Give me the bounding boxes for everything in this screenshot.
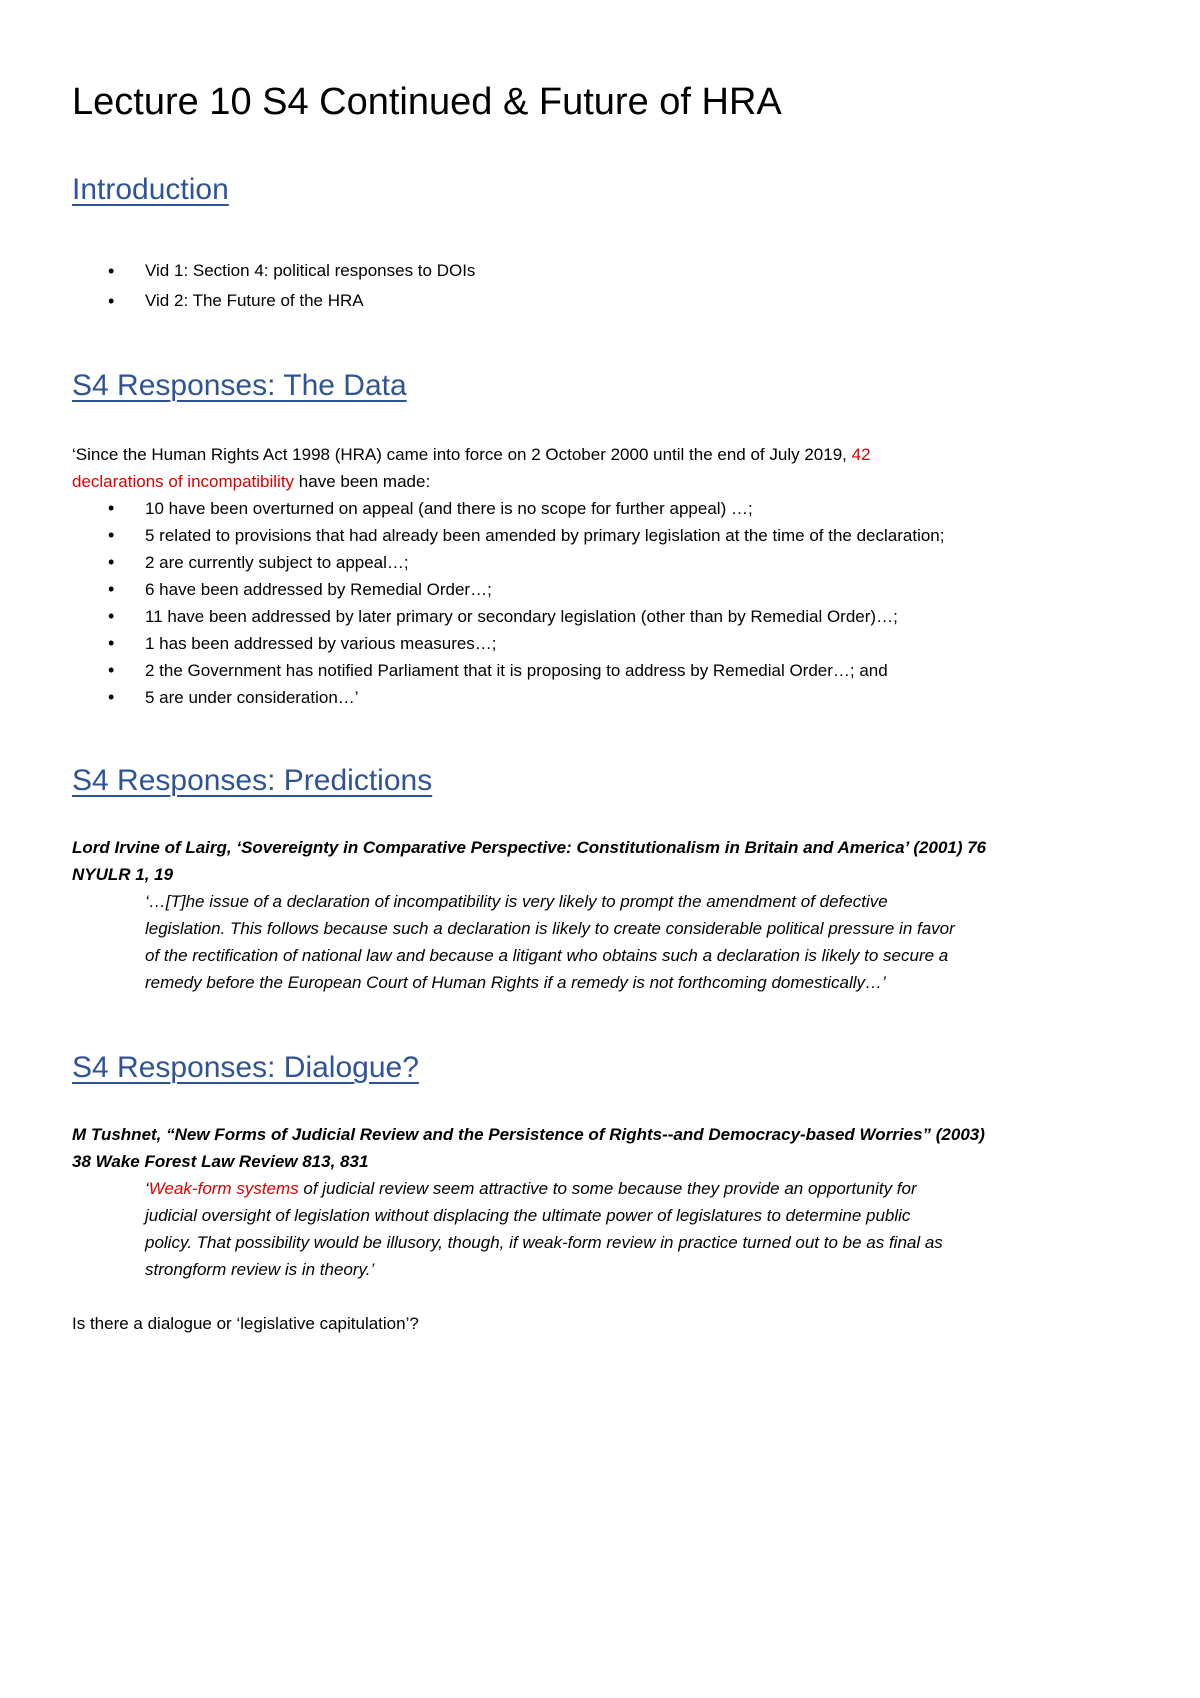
predictions-quote-line-3: of the rectification of national law and because a litigant who obtains such a declaration is likely to secure a (145, 946, 949, 965)
list-item: • Vid 1: Section 4: political responses to DOIs (108, 256, 475, 286)
data-heading: S4 Responses: The Data (72, 369, 407, 402)
predictions-quote-line-1: ‘…[T]he issue of a declaration of incompatibility is very likely to prompt the amendment of defective (145, 892, 888, 911)
list-item: • 11 have been addressed by later primary or secondary legislation (other than by Remedial Order)…; (108, 603, 944, 630)
quote-line-1-rest: of judicial review seem attractive to some because they provide an opportunity for (298, 1179, 917, 1198)
introduction-heading: Introduction (72, 173, 229, 206)
predictions-citation-line-1: Lord Irvine of Lairg, ‘Sovereignty in Comparative Perspective: Constitutionalism in Britain and America’ (2001) 76 (72, 838, 987, 857)
introduction-list (108, 256, 475, 316)
dialogue-quote-line-4: strongform review is in theory.’ (145, 1260, 375, 1279)
predictions-quote-line-2: legislation. This follows because such a declaration is likely to create considerable political pressure in favor (145, 919, 955, 938)
data-intro-text: ‘Since the Human Rights Act 1998 (HRA) came into force on 2 October 2000 until the end of July 2019, (72, 445, 847, 464)
list-item: • 6 have been addressed by Remedial Order…; (108, 576, 944, 603)
declarations-term: declarations of incompatibility (72, 472, 295, 491)
list-item: • 2 are currently subject to appeal…; (108, 549, 944, 576)
predictions-quote-line-4: remedy before the European Court of Human Rights if a remedy is not forthcoming domestically…’ (145, 973, 886, 992)
list-item: • 2 the Government has notified Parliament that it is proposing to address by Remedial Order…; and (108, 657, 944, 684)
data-intro-text-end: have been made: (298, 472, 431, 491)
declaration-count: 42 (851, 445, 871, 464)
list-item: • Vid 2: The Future of the HRA (108, 286, 475, 316)
dialogue-citation-line-1: M Tushnet, “New Forms of Judicial Review and the Persistence of Rights--and Democracy-based Worries” (2003) (72, 1125, 985, 1144)
list-item: • 5 related to provisions that had already been amended by primary legislation at the time of the declaration; (108, 522, 944, 549)
quote-open-mark: ‘ (145, 1179, 149, 1198)
dialogue-heading: S4 Responses: Dialogue? (72, 1051, 419, 1084)
dialogue-citation-line-2: 38 Wake Forest Law Review 813, 831 (72, 1152, 369, 1171)
dialogue-quote-line-2: judicial oversight of legislation without displacing the ultimate power of legislatures to determine public (145, 1206, 911, 1225)
dialogue-quote-line-1 (145, 1175, 917, 1202)
dialogue-quote-line-3: policy. That possibility would be illusory, though, if weak-form review in practice turned out to be as final as (145, 1233, 943, 1252)
predictions-heading: S4 Responses: Predictions (72, 764, 433, 797)
list-item: • 5 are under consideration…’ (108, 684, 944, 711)
document-title: Lecture 10 S4 Continued & Future of HRA (72, 81, 782, 123)
list-item: • 10 have been overturned on appeal (and there is no scope for further appeal) …; (108, 495, 944, 522)
predictions-citation-line-2: NYULR 1, 19 (72, 865, 174, 884)
data-list (108, 495, 944, 711)
data-intro-line-2 (72, 468, 430, 495)
data-intro-line-1 (72, 441, 871, 468)
closing-question: Is there a dialogue or ‘legislative capitulation’? (72, 1314, 419, 1333)
weak-form-term: Weak-form systems (148, 1179, 299, 1198)
list-item: • 1 has been addressed by various measures…; (108, 630, 944, 657)
